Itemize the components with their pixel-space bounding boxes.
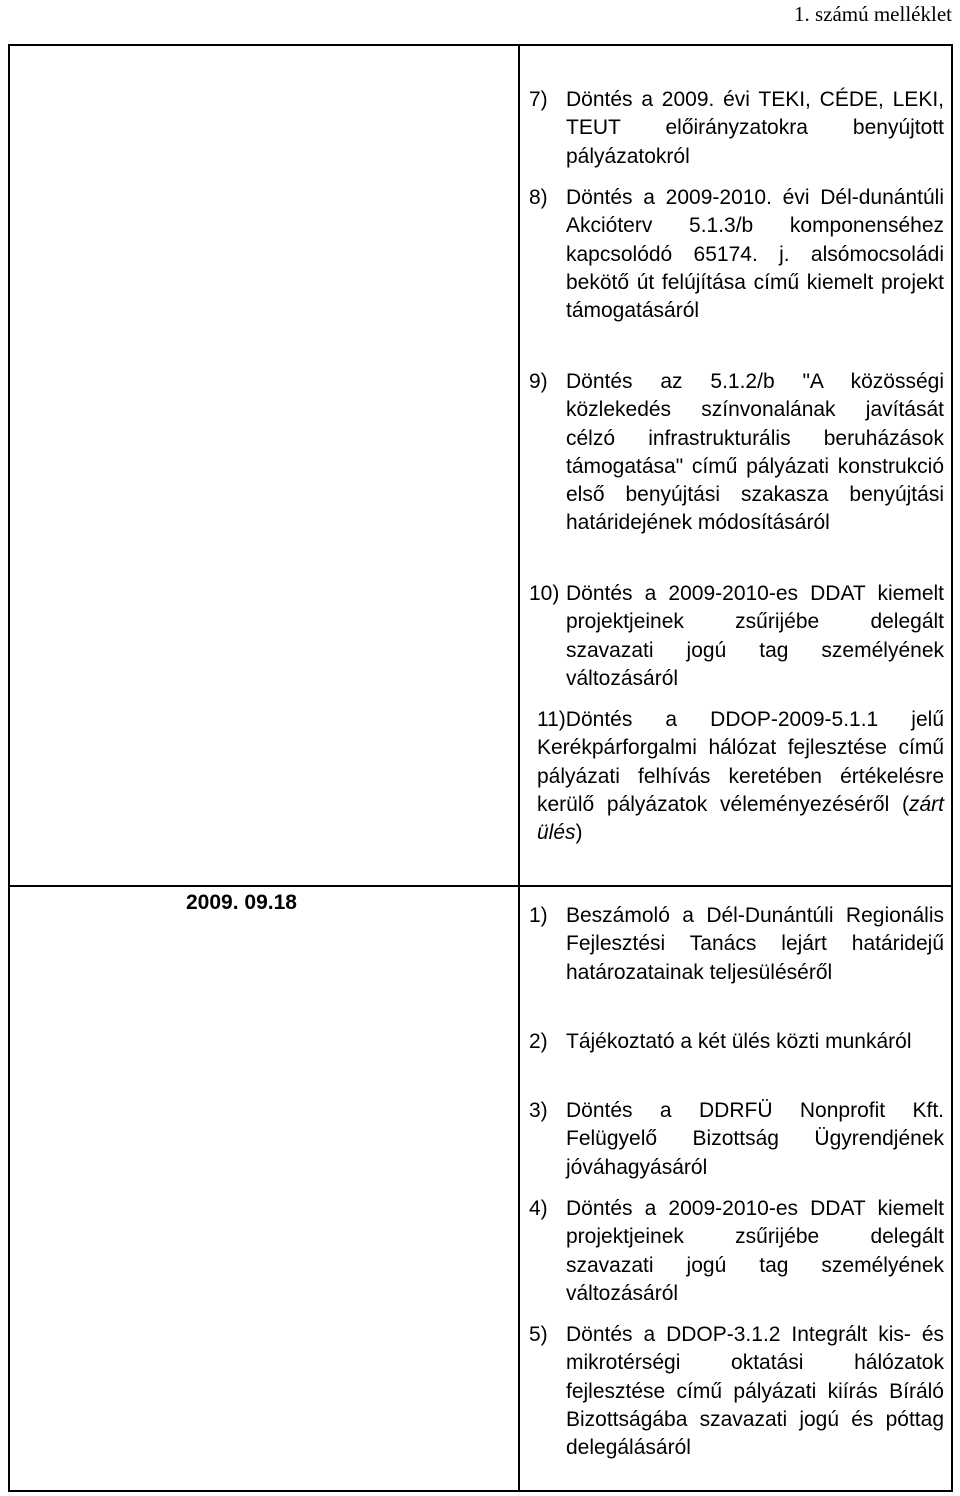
item-text-tail: ) xyxy=(575,821,583,845)
agenda-item-11 xyxy=(537,706,944,847)
agenda-item-8 xyxy=(529,184,944,325)
item-text: Döntés a DDOP-2009-5.1.1 jelű Kerékpárforgalmi hálózat fejlesztése című pályázati felhívás keretében értékelésre kerülő pályázatok véleményezéséről ( xyxy=(537,708,944,816)
agenda-item-3 xyxy=(529,1097,944,1182)
item-number: 7) xyxy=(529,88,548,111)
item-number: 1) xyxy=(529,904,548,927)
item-number: 3) xyxy=(529,1099,548,1122)
item-text: Döntés a 2009-2010. évi Dél-dunántúli Akcióterv 5.1.3/b komponenséhez kapcsolódó 65174. j. alsómocsoládi bekötő út felújítása című kiemelt projekt támogatásáról xyxy=(566,186,944,323)
item-number: 9) xyxy=(529,370,548,393)
agenda-item-10 xyxy=(529,580,944,693)
item-text: Döntés a DDOP-3.1.2 Integrált kis- és mikrotérségi oktatási hálózatok fejlesztése című pályázati kiírás Bíráló Bizottságába szavazati jogú és póttag delegálásáról xyxy=(566,1323,944,1460)
item-number: 8) xyxy=(529,186,548,209)
agenda-item-1 xyxy=(529,902,944,987)
agenda-item-4 xyxy=(529,1195,944,1308)
item-text: Döntés a 2009-2010-es DDAT kiemelt projektjeinek zsűrijébe delegált szavazati jogú tag személyének változásáról xyxy=(566,1197,944,1305)
page-header: 1. számú melléklet xyxy=(793,2,952,26)
agenda-item-5 xyxy=(529,1321,944,1462)
item-text: Döntés a 2009. évi TEKI, CÉDE, LEKI, TEUT előirányzatokra benyújtott pályázatokról xyxy=(566,88,944,168)
item-text: Tájékoztató a két ülés közti munkáról xyxy=(566,1030,912,1053)
agenda-item-7 xyxy=(529,86,944,171)
item-text: Döntés a 2009-2010-es DDAT kiemelt projektjeinek zsűrijébe delegált szavazati jogú tag személyének változásáról xyxy=(566,582,944,690)
item-number: 5) xyxy=(529,1323,548,1346)
item-number: 10) xyxy=(529,582,560,605)
item-text: Döntés az 5.1.2/b "A közösségi közlekedés színvonalának javítását célzó infrastrukturális beruházások támogatása" című pályázati konstrukció első benyújtási szakasza benyújtási határidejének módosításáról xyxy=(566,370,944,535)
item-number: 2) xyxy=(529,1030,548,1053)
closed-session-label: zárt ülés xyxy=(537,792,944,845)
column-divider xyxy=(518,46,520,1490)
meeting-date: 2009. 09.18 xyxy=(186,891,297,914)
item-text: Döntés a DDRFÜ Nonprofit Kft. Felügyelő Bizottság Ügyrendjének jóváhagyásáról xyxy=(566,1099,944,1179)
item-text: Beszámoló a Dél-Dunántúli Regionális Fejlesztési Tanács lejárt határidejű határozatainak teljesüléséről xyxy=(566,904,944,984)
row-divider xyxy=(10,885,951,887)
item-number: 11) xyxy=(537,708,566,731)
agenda-item-9 xyxy=(529,368,944,538)
agenda-item-2 xyxy=(529,1028,944,1056)
item-number: 4) xyxy=(529,1197,548,1220)
